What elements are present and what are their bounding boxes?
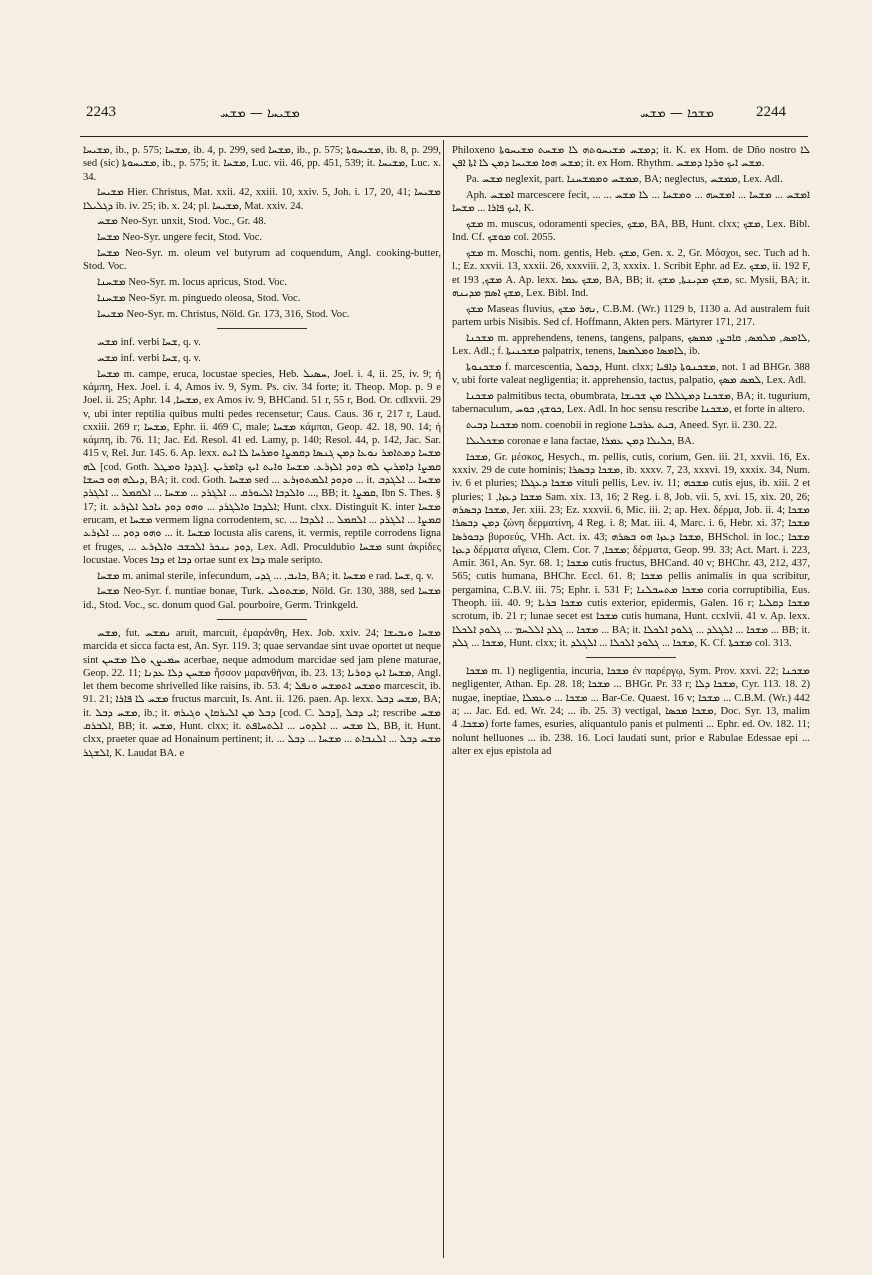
entry: ܡܫܚܐ Neo-Syr. m. oleum vel butyrum ad coquendum, Angl. cooking-butter, Stod. Voc.	[83, 248, 441, 273]
entry: ܡܫܟܠܝܠܐ coronae e lana factae, ܟܠܝܠܐ ܕܡܢ ܥܡܪܐ, BA.	[466, 435, 695, 447]
entry: ܡܫܟ m. muscus, odoramenti species, ܡܫܟ, BA, BB, Hunt. clxx; ܡܫܟ, Lex. Bibl. Ind. Cf. ܡܘܫܟ col. 2055.	[452, 218, 810, 244]
header-rule	[80, 136, 808, 137]
entry: ܡܫܟܐ m. 1) negligentia, incuria, ܡܫܟܐ ἐν παρέργῳ, Sym. Prov. xxvi. 22; ܡܫܟܢܐ negligenter, Athan. Ep. 28. 18; ܡܫܟܐ ... BHGr. Pr. 33 r; ܡܫܟܐ ܕܠܐ, Cyr. 113. 18. 2) nugae, ineptiae, ܡܫܟܐ ... ܘܥܡܠܐ ... Bar-Ce. Quaest. 16 v; ܡܫܟܐ ... C.B.M. (Wr.) 442 a; ... Jac. Ed. ed. Wr. 24; ... ib. 25. 3) vectigal, ܡܫܟܐ ܡܟܣܐ, Doc. Syr. 13, malim ܡܫܟܐ. 4) forte fames, esuries, aliquantulo panis et pulmenti ... Ephr. ed. Ov. 182. 11; nolunt helluones ... ib. 238. 16. Loci laudati sunt, prior e Rabulae Edessae epi ... alter ex ejus epistola ad	[452, 666, 810, 757]
entry: Pa. ܡܫܚ neglexit, part. ܡܡܫܚ ܘܡܡܫܚܢܐ, BA; neglectus, ܡܡܫܚ, Lex. Adl.	[466, 174, 783, 186]
entry: ܡܫܚ Neo-Syr. unxit, Stod. Voc., Gr. 48.	[97, 216, 267, 228]
left-block-1	[83, 144, 441, 321]
entry: ܡܫܟܢܐ palmitibus tecta, obumbrata, ܡܫܟܢܐ ܕܡܛܠܠܐ ܡܢ ܫܒܝܫܐ, BA; it. tugurium, tabernaculum, ܟܘܫܟ, ܟܘܚ, Lex. Adl. In hoc sensu rescribe ܡܫܟܢܐ, et forte in altero.	[452, 391, 810, 416]
left-column	[83, 144, 441, 1259]
entry: ܡܫܚܐ Neo-Syr. f. nuntiae bonae, Turk. ܡܫܬܘܠܝ, Nöld. Gr. 130, 388, sed ܡܫܚܐ id., Stod. Voc., sc. donum quod Gal. pourboire, Germ. Trinkgeld.	[83, 586, 441, 611]
section-divider	[586, 657, 676, 658]
entry: ܡܫܝܚܐ Neo-Syr. m. Christus, Nöld. Gr. 173, 316, Stod. Voc.	[97, 308, 350, 320]
entry: ܡܫܚܐ Neo-Syr. ungere fecit, Stod. Voc.	[97, 232, 263, 244]
running-header	[0, 104, 872, 126]
entry: ܡܫܝܚܐ Hier. Christus, Mat. xxii. 42, xxiii. 10, xxiv. 5, Joh. i. 17, 20, 41; ܡܫܝܚܐ ܕܓܠܝܠܐ ib. iv. 25; ib. x. 24; pl. ܡܫܝܚܐ, Mat. xxiv. 24.	[83, 187, 441, 212]
entry: ܡܫܚ inf. verbi ܫܚܐ, q. v.	[97, 337, 201, 349]
page-number-left: 2243	[86, 104, 116, 120]
headword-left: ܡܫܝܚܐ — ܡܫܚ	[220, 106, 300, 121]
section-divider	[217, 328, 307, 329]
entry: ܡܫܝܚܐ, ib., p. 575; ܡܫܚܐ, ib. 4, p. 299, sed ܡܫܚܐ, ib., p. 575; ܡܫܝܚܘܬܐ, ib. 8, p. 299, sed (sic) ܡܫܝܚܘܬܐ, ib., p. 575; it. ܡܫܚܐ, Luc. vii. 46, pp. 451, 539; it. ܡܫܝܚܐ, Luc. x. 34.	[83, 145, 441, 183]
section-divider	[217, 619, 307, 620]
entry: Aph. ܐܡܫܚ marcescere fecit, ... ܐܡܫܚ ... ܡܫܚܐ ... ܐܡܫܚܗ ... ܘܡܫܚܐ ... ܠܐ ܡܫܚ ... ܐܝܟ ܦܐܪܐ ... ܡܫܚܐ, K.	[452, 189, 810, 215]
left-block-2	[83, 336, 441, 612]
right-block-1	[452, 144, 810, 650]
entry: ܡܫܟܢܐ ܕܒܝܬ nom. coenobii in regione ܒܝܬ ܥܪܒܝܐ, Aneed. Syr. ii. 230. 22.	[466, 420, 778, 432]
entry: Philoxeno ܕܡܫܚ ܡܫܝܚܘܬܗ ܠܐ ܡܫܚܬ ܡܫܝܚܘܬܐ; it. K. ex Hom. de Dño nostro ܠܐ ܡܫܚ ܗܘܐ ܡܫܝܚܐ ܕܡܢ ܠܐ ܐܬܐ ܐܦܢ; it. ex Hom. Rhythm. ܡܫܚ ܐܝܟ ܘܪܕܐ ܕܡܫܚ.	[452, 145, 810, 170]
entry: ܡܫܟ Maseas fluvius, ܢܗܪ ܡܫܟ, C.B.M. (Wr.) 1129 b, 1130 a. Ad australem fuit partem urbis Nisibis. Sed cf. Hoffmann, Akten pers. Märtyrer 171, 217.	[452, 303, 810, 329]
entry: ܡܫܚܢܐ Neo-Syr. m. pinguedo oleosa, Stod. Voc.	[97, 292, 301, 304]
right-column	[452, 144, 810, 1259]
entry: ܡܫܚܢܐ Neo-Syr. m. locus apricus, Stod. Voc.	[97, 277, 287, 289]
entry: ܡܫܚܐ m. animal sterile, infecundum, ܟܐܝܒ, ... ܓܕܝ, BA; it. ܡܫܚܐ e rad. ܫܚܐ, q. v.	[97, 570, 434, 582]
entry: ܡܫܚ inf. verbi ܫܚܐ, q. v.	[97, 352, 201, 364]
right-block-2	[452, 665, 810, 758]
entry: ܡܫܚܐ m. campe, eruca, locustae species, Heb. ܚܣܝܠ, Joel. i. 4, ii. 25, iv. 9; ἡ κάμπη, Hex. Joel. i. 4, Amos iv. 9, Sym. Ps. civ. 34 forte; it. Theop. Mop. p. 9 e Joel. ii. 25; Aphr. ܡܫܚܐ, 14, ex Amos iv. 9, BHCand. 51 r, 55 r, Bod. Or. cdlxvii. 29 v, ubi inter reptilia quibus multi pedes recensetur; Caus. Caus. 36 r, 217 r, Laud. cxxiii. 269 r; ܡܫܚܐ, Ephr. ii. 469 C, male; ܡܫܚܐ κάμπαι, Geop. 42. 18, 90. 14; ἡ κάμπη, ib. 76. 11; Jac. Ed. Resol. 41 ed. Lamy, p. 140; Resol. 44, p. 142, Jac. Sar. 415 v, Rel. Jur. 145. 6. Ap. lexx. ܡܫܚܐ ܕܡܬܐܡܪ ܢܘܥܐ ܕܡܢ ܓܢܣܐ ܕܩܡܨܐ ܘܡܪܚܐ ܠܐ ܐܝܬ ܠܗ [cod. Goth. ܓܕܕܐ ܘܡܛܠ]. ܩܡܨܐ ܕܐܡܪܝܢ ܠܗ ܕܘܕ ܐܠܙܪܥ. ܡܫܚܐ ܘܐܝܬ ܐܝܟ ܕܐܡܪܝܢ ܕܝܠܗ ܗܘ ܒܚܫܐ, BA; it. cod. Goth. ܡܫܚܐ sed ... ܘܕܘܕ ܐܠܡܬܘܙܪܥ ... it. ܡܫܚܐ ... ܐܠܓܕܒ ... ܘܐܠܕܒܐ ܐܠܝܘܪܩ ... ܐܠܓܪܕ ... ܡܫܚܐ ... ܐܠܩܡܠ ... ܐܠܓܪܕ, BB; it. ܩܡܨܐ, Ibn S. Thes. § 17; it. ܐܠܕܒܐ ܘܐܠܓܪܕ ... ܘܗܘ ܕܘܕ ܝܐܟܠ ܐܠܙܪܥ; Hunt. clxx. Distinguit K. inter ܡܫܚܐ erucam, et ܡܫܚܐ vermem ligna corrodentem, sc. ܩܡܨܐ ... ܐܠܓܪܕ ... ܐܠܩܡܠ ... ܐܠܕܒܐ ... ܘܗܘ ܕܘܕ ... ܐܠܙܪܥ ... it. ܡܫܚܐ locusta alis carens, it. vermis, reptile corrodens ligna et fruges, ... ܕܘܕ ܝܢܟܪ ܐܠܟܫܒ ܘܐܠܙܪܥ, Lex. Adl. Proculdubio ܡܫܚܐ sunt ἀκρίδες locustae. Voces ܕܒܐ et ܕܒܐ ortae sunt ex ܕܒܐ male seripto.	[83, 368, 441, 566]
entry: ܡܫܟ m. Moschi, nom. gentis, Heb. ܡܫܟ, Gen. x. 2, Gr. Μόσχοι, sec. Tuch ad h. l.; Ez. xxvii. 13, xxxii. 26, xxxviii. 2, 3, xxxix. 1. Scribit Ephr. ad Ez. ܡܫܟ, ii. 192 F, et ܡܫܟ, 193 A. Ap. lexx. ܡܫܟ ܥܡܐ, BA, BB; it. ܡܫܟ ܡܕܝܢܬܐ, ܡܫܟ, sc. Mysii, BA; it. ܡܫܟ ܐܣܡ ܡܕܝܢܗ, Lex. Bibl. Ind.	[452, 248, 810, 299]
left-block-3	[83, 627, 441, 760]
entry: ܡܫܚ, fut. ܢܡܫܚ aruit, marcuit, ἐμαράνθη, Hex. Job. xxiv. 24; ܡܫܚܐ ܘܝܒܝܫܐ marcida et sicca facta est, An. Syr. 119. 3; quae servandae sint uvae oportet ut neque sint ܚܡܝܨܢ ܘܠܐ ܡܫܚܢ acerbae, neque admodum marcidae sed jam plene maturae, Geop. 22. 11; ܡܫܚܢ ܕܠܐ ܥܕܢܐ ἧσσον μαρανθῆναι, ib. 23. 13; ܡܫܚܐ ܐܝܟ ܕܘܪܝܐ, Angl. let them become shrivelled like raisins, ib. 53. 4; ܘܡܫܚ ܐܬܡܫܚ ܘܢܦܠ marcescit, ib. 91. 21; ܡܫܚ ܠܐ ܦܐܪܐ fructus marcuit, Is. Ant. ii. 126. paen. Ap. lexx. ܡܫܚ ܕܒܠ, BA; it. ܡܫܚ ܕܒܠ, ib.; it. ܕܒܠ ܡܢ ܐܠܝܪܩܐܢ ܘܓܝܪܗ [cod. C. ܕܒܠ], ܐܝ ܕܒܠ; rescribe ܡܫܚ ܐܠܒܪܩ, BB; it. ܡܫܚ, Hunt. clxx; it. ܠܐ ܡܫܚ ... ܐܠܕܘܝ ... ܐܠܬܚܐܦܬ, BB, it. Hunt. clxx, praeter quae ad Honainum pertinent; it. ܡܫܚ ܕܒܠ ... ܐܠܢܒܐܬ ... ܡܫܚܐ ... ܕܒܠ ... ܐܠܫܓܪ, K. Laudat BA. e	[83, 628, 441, 759]
headword-right: ܡܫܟܐ — ܡܫܚ	[640, 106, 714, 121]
entry: ܡܫܟܐ, Gr. μέσκος, Hesych., m. pellis, cutis, corium, Gen. iii. 21, xxvii. 16, Ex. xxxiv. 29 de cute hominis; ܡܫܟܐ ܕܒܣܪܐ, ib. xxxv. 7, 23, xxxvi. 19, xxxix. 34, Num. iv. 6 et pluries; ܡܫܟܐ ܕܥܓܠܐ vituli pellis, Lev. iv. 11; ܡܫܟܗ cutis ejus, ib. xiii. 2 et pluries; ܡܫܟܐ ܕܥܙܐ, 1 Sam. xix. 13, 16; 2 Reg. i. 8, Job. vii. 5, xvi. 15, xix. 20, 26; ܡܫܟܐ ܕܒܣܪܗ, Jer. xiii. 23; Ez. xxxvii. 6, Mic. iii. 2; ap. Hex. δέρμα, Job. ii. 4; ܡܫܟܐ ܕܡܢ ܕܒܣܪܐ ζώνη δερματίνη, 4 Reg. i. 8; Mat. iii. 4, Marc. i. 6, Hebr. xi. 37; ܡܫܟܐ ܕܒܘܪܣܐ βυρσεύς, VHh. Act. ix. 43; ܡܫܟܐ ܕܥܙܐ ܗܘ ܒܣܪܗ, BHSchol. in loc.; ܡܫܟܐ ܕܥܙܐ δέρματα αἴγεια, Clem. Cor. ܡܫܟܐ, 7; δέρματα, Geop. 99. 33; Act. Mart. i. 223, Amir. 361, An. Syr. 68. 1; ܡܫܟܐ cutis fructus, BHCand. 40 v; BHChr. 43, 212, 437, 565; cutis humana, BHChr. Eccl. 61. 8; ܡܫܟܐ pellis animalis in qua scribitur, pergamina, C.B.V. iii. 75; Ephr. i. 531 F; ܡܫܟܐ ܡܬܚܒܠܢܐ coria corruptibilia, Eus. Theoph. iii. 40. 9; ܡܫܟܐ ܒܪܝܐ cutis exterior, epidermis, Galen. 16 r; ܡܫܟܐ ܕܩܠܝܐ scrotum, ib. 21 r; lunae secet est ܡܫܟܐ cutis humana, Hunt. ccxlvii. 41 v. Ap. lexx. ܡܫܟܐ ... ܓܠܕ ܐܠܠܚܡ ... ܓܠܘܕ ܐܠܟܠܐ ... BA; it. ܡܫܟܐ ... ܐܠܓܠܕ ... ܓܠܘܕ ܐܠܟܠܐ ... BB; it. ܡܫܟܐ ... ܓܠܕ, Hunt. clxx; it. ܡܫܟܐ ... ܓܠܘܕ ܐܠܟܠܐ ... ܐܠܓܠܕ, K. Cf. ܡܫܟܬܐ col. 313.	[452, 451, 810, 649]
entry: ܡܫܟܢܐ m. apprehendens, tenens, tangens, palpans, ܠܐܡܣ, ܡܠܡܣ, ܩܐܒܨ, ܡܡܣܟ, Lex. Adl.; f. ܡܫܟܢܝܬܐ palpatrix, tenens, ܠܐܡܣܐ ܘܡܠܡܣܐ, ib.	[452, 332, 810, 358]
page-number-right: 2244	[756, 104, 786, 120]
entry: ܡܫܟܢܘܬܐ f. marcescentia, ܕܒܘܠ, Hunt. clxx; ܡܫܟܢܘܬܐ ܕܐܦܝܐ, not. 1 ad BHGr. 388 v, ubi forte valeat negligentia; it. apprehensio, tactus, palpatio, ܠܡܣ ܡܣܟ, Lex. Adl.	[452, 361, 810, 387]
column-divider	[443, 140, 444, 1258]
